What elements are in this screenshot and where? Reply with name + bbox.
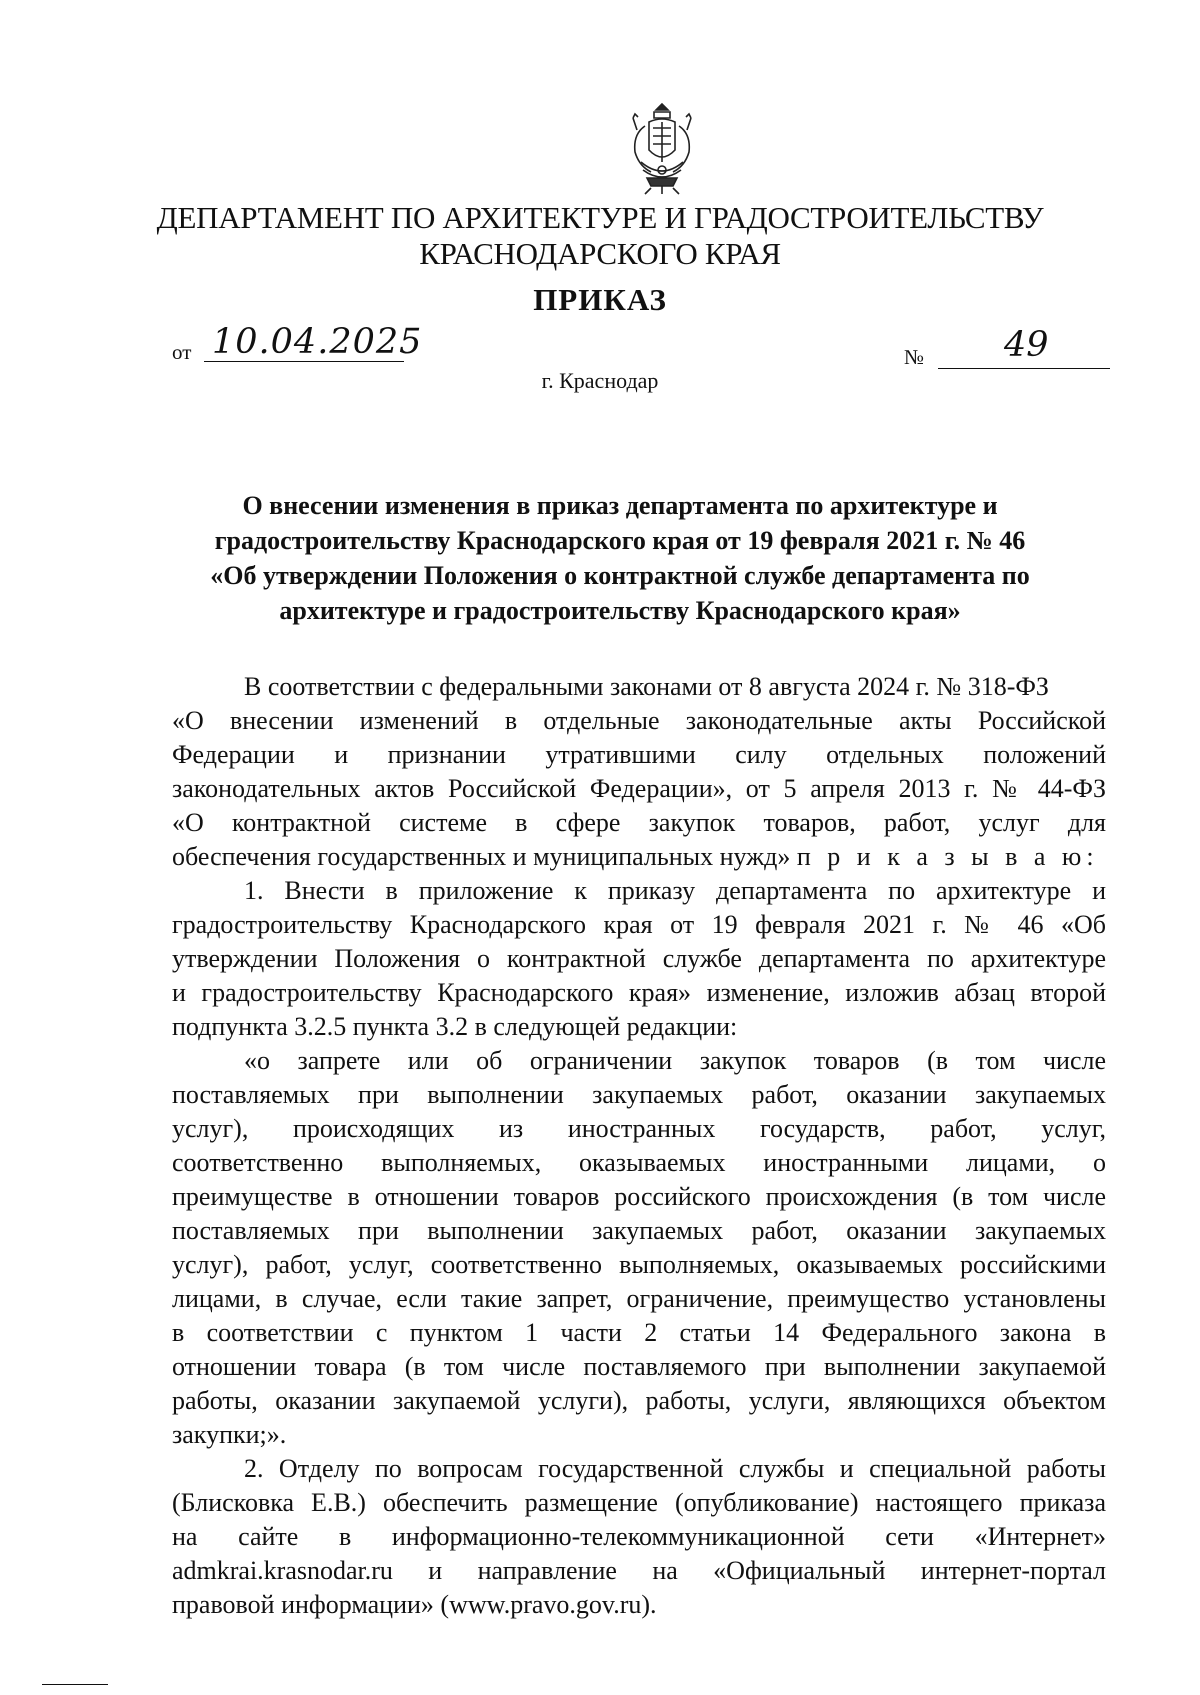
body-line: работы, оказании закупаемой услуги), работы, услуги, являющихся объектом bbox=[172, 1386, 1106, 1415]
footer-rule bbox=[42, 1684, 108, 1685]
body-line: в соответствии с пунктом 1 части 2 статьи 14 Федерального закона в bbox=[172, 1318, 1106, 1347]
body-line: утверждении Положения о контрактной службе департамента по архитектуре bbox=[172, 944, 1106, 973]
date-label: от bbox=[172, 340, 192, 364]
document-type: ПРИКАЗ bbox=[533, 282, 667, 317]
body-line: 2. Отделу по вопросам государственной службы и специальной работы bbox=[244, 1454, 1106, 1483]
city: г. Краснодар bbox=[541, 368, 659, 393]
body-line: В соответствии с федеральными законами от 8 августа 2024 г. № 318-ФЗ bbox=[244, 672, 1049, 701]
body-line: отношении товара (в том числе поставляемого при выполнении закупаемой bbox=[172, 1352, 1106, 1381]
title-line: О внесении изменения в приказ департамента по архитектуре и bbox=[242, 491, 998, 520]
body-line: услуг), работ, услуг, соответственно выполняемых, оказываемых российскими bbox=[172, 1250, 1106, 1279]
coat-of-arms-icon bbox=[623, 100, 701, 198]
body-line: градостроительству Краснодарского края от 19 февраля 2021 г. № 46 «Об bbox=[172, 910, 1106, 939]
title-line: архитектуре и градостроительству Краснодарского края» bbox=[279, 596, 961, 625]
body-line: правовой информации» (www.pravo.gov.ru). bbox=[172, 1590, 657, 1619]
body-line: подпункта 3.2.5 пункта 3.2 в следующей редакции: bbox=[172, 1012, 738, 1041]
body-line: «О контрактной системе в сфере закупок товаров, работ, услуг для bbox=[172, 808, 1106, 837]
body-line: 1. Внести в приложение к приказу департамента по архитектуре и bbox=[244, 876, 1106, 905]
body-line-text: обеспечения государственных и муниципальных нужд» bbox=[172, 842, 791, 871]
body-line bbox=[172, 842, 1106, 872]
body-line: (Блисковка Е.В.) обеспечить размещение (опубликование) настоящего приказа bbox=[172, 1488, 1106, 1517]
organization-line-1: ДЕПАРТАМЕНТ ПО АРХИТЕКТУРЕ И ГРАДОСТРОИТЕЛЬСТВУ bbox=[156, 200, 1044, 235]
body-line: поставляемых при выполнении закупаемых работ, оказании закупаемых bbox=[172, 1080, 1106, 1109]
body-line: «О внесении изменений в отдельные законодательные акты Российской bbox=[172, 706, 1106, 735]
body-line: закупки;». bbox=[172, 1420, 287, 1449]
title-line: «Об утверждении Положения о контрактной службе департамента по bbox=[210, 561, 1030, 590]
body-line: Федерации и признании утратившими силу отдельных положений bbox=[172, 740, 1106, 769]
organization-line-2: КРАСНОДАРСКОГО КРАЯ bbox=[419, 236, 781, 271]
number-label: № bbox=[904, 345, 925, 369]
body-line: и градостроительству Краснодарского края» изменение, изложив абзац второй bbox=[172, 978, 1106, 1007]
date-value: 10.04.2025 bbox=[212, 322, 423, 362]
body-line: лицами, в случае, если такие запрет, ограничение, преимущество установлены bbox=[172, 1284, 1106, 1313]
body-line: преимуществе в отношении товаров российского происхождения (в том числе bbox=[172, 1182, 1106, 1211]
decree-word: п р и к а з ы в а ю: bbox=[796, 842, 1099, 871]
number-value: 49 bbox=[1004, 325, 1049, 365]
title-line: градостроительству Краснодарского края от 19 февраля 2021 г. № 46 bbox=[214, 526, 1026, 555]
organization-name bbox=[150, 200, 1050, 272]
body-line: на сайте в информационно-телекоммуникационной сети «Интернет» bbox=[172, 1522, 1106, 1551]
body-line: законодательных актов Российской Федерации», от 5 апреля 2013 г. № 44-ФЗ bbox=[172, 774, 1106, 803]
body-line: соответственно выполняемых, оказываемых иностранными лицами, о bbox=[172, 1148, 1106, 1177]
body-line: admkrai.krasnodar.ru и направление на «Официальный интернет-портал bbox=[172, 1556, 1106, 1585]
body-line: «о запрете или об ограничении закупок товаров (в том числе bbox=[244, 1046, 1106, 1075]
document-title bbox=[180, 488, 1060, 628]
date-underline bbox=[204, 361, 404, 362]
body-line: поставляемых при выполнении закупаемых работ, оказании закупаемых bbox=[172, 1216, 1106, 1245]
body-line: услуг), происходящих из иностранных государств, работ, услуг, bbox=[172, 1114, 1106, 1143]
